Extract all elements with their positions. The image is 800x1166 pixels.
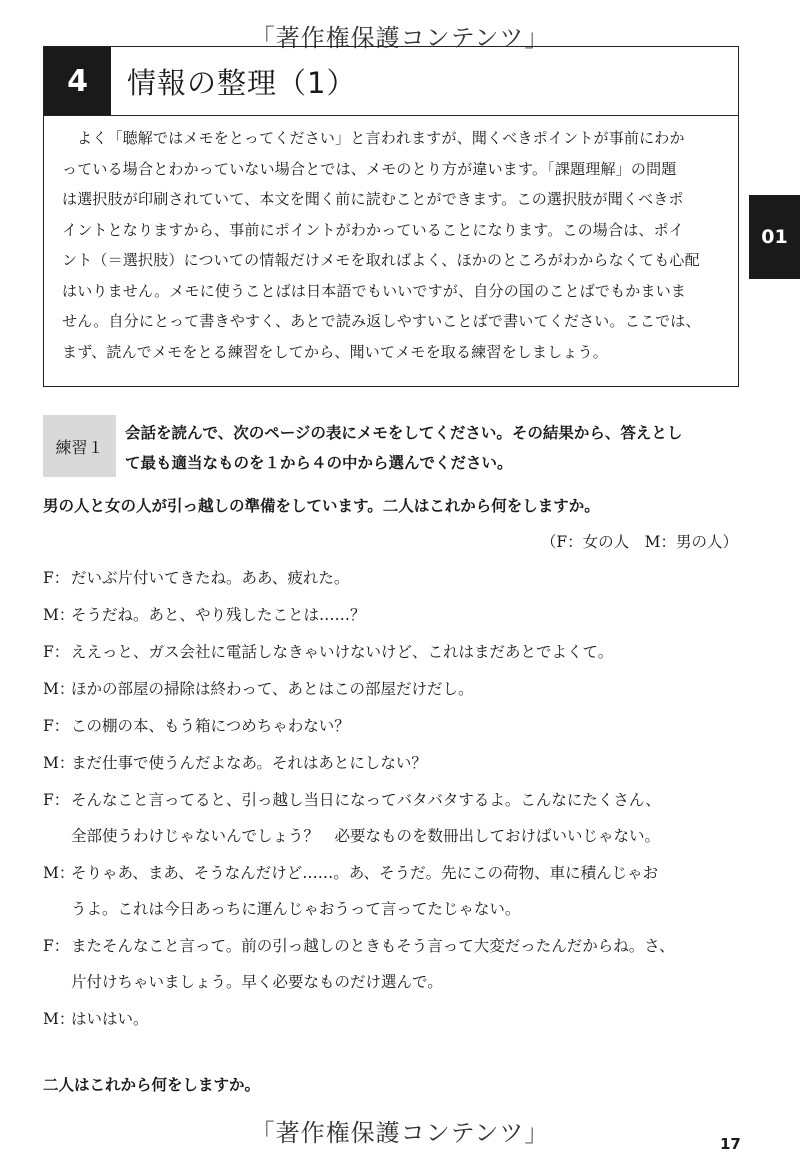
utterance-continuation: 片付けちゃいましょう。早く必要なものだけ選んで。 <box>71 973 443 991</box>
exercise-instructions <box>125 418 745 478</box>
utterance: そんなこと言ってると、引っ越し当日になってバタバタするよ。こんなにたくさん、 <box>71 791 661 809</box>
speaker: M： <box>43 606 75 624</box>
intro-line: はいりません。メモに使うことばは日本語でもいいですが、自分の国のことばでもかまいま <box>62 281 687 300</box>
utterance: だいぶ片付いてきたね。ああ、疲れた。 <box>71 569 350 587</box>
utterance-block <box>71 788 743 848</box>
question: 男の人と女の人が引っ越しの準備をしています。二人はこれから何をしますか。 <box>43 497 600 515</box>
utterance-block <box>71 934 743 994</box>
intro-box <box>43 115 739 387</box>
intro-line: よく「聴解ではメモをとってください」と言われますが、聞くべきポイントが事前にわか <box>77 129 685 147</box>
watermark-top: 「著作権保護コンテンツ」 <box>250 24 550 52</box>
dialogue-line <box>43 751 743 775</box>
speaker: M： <box>43 1010 75 1028</box>
speaker: M： <box>43 864 75 882</box>
utterance-continuation: うよ。これは今日あっちに運んじゃおうって言ってたじゃない。 <box>71 900 521 918</box>
final-question: 二人はこれから何をしますか。 <box>43 1076 261 1094</box>
section-title: 情報の整理（1） <box>127 65 357 100</box>
utterance: そうだね。あと、やり残したことは……？ <box>71 606 366 624</box>
speaker: F： <box>43 643 70 661</box>
utterance-continuation: 全部使うわけじゃないんでしょう？ 必要なものを数冊出しておけばいいじゃない。 <box>71 827 661 845</box>
page-number: 17 <box>720 1135 741 1153</box>
utterance: ほかの部屋の掃除は終わって、あとはこの部屋だけだし。 <box>71 680 474 698</box>
dialogue-line <box>43 566 743 590</box>
intro-line: ント（＝選択肢）についての情報だけメモを取ればよく、ほかのところがわからなくても心配 <box>62 251 700 269</box>
speaker: F： <box>43 569 70 587</box>
utterance: またそんなこと言って。前の引っ越しのときもそう言って大変だったんだからね。さ、 <box>71 937 675 955</box>
dialogue-line <box>43 714 743 738</box>
speaker: M： <box>43 754 75 772</box>
dialogue-line <box>43 640 743 664</box>
utterance-block <box>71 861 743 921</box>
speaker: F： <box>43 791 70 809</box>
utterance: はいはい。 <box>71 1010 149 1028</box>
utterance: ええっと、ガス会社に電話しなきゃいけないけど、これはまだあとでよくて。 <box>71 643 614 661</box>
exercise-label: 練習１ <box>43 415 116 477</box>
utterance: まだ仕事で使うんだよなあ。それはあとにしない？ <box>71 754 427 772</box>
utterance: この棚の本、もう箱につめちゃわない？ <box>71 717 350 735</box>
intro-line: イントとなりますから、事前にポイントがわかっていることになります。この場合は、ポイ <box>62 220 685 239</box>
dialogue <box>43 566 743 1044</box>
watermark-bottom: 「著作権保護コンテンツ」 <box>250 1119 550 1147</box>
utterance: そりゃあ、まあ、そうなんだけど……。あ、そうだ。先にこの荷物、車に積んじゃお <box>71 864 659 882</box>
speaker: M： <box>43 680 75 698</box>
dialogue-line <box>43 603 743 627</box>
speaker: F： <box>43 717 70 735</box>
section-number: 4 <box>44 47 111 115</box>
exercise-line-2: て最も適当なものを１から４の中から選んでください。 <box>125 454 513 472</box>
chapter-tab: 01 <box>749 195 800 279</box>
dialogue-line <box>43 934 743 994</box>
intro-line: っている場合とわかっていない場合とでは、メモのとり方が違います。「課題理解」の問題 <box>62 159 677 178</box>
speaker: F： <box>43 937 70 955</box>
intro-line: せん。自分にとって書きやすく、あとで読み返しやすいことばで書いてください。ここでは、 <box>62 312 701 330</box>
section-heading <box>43 46 739 116</box>
intro-line: は選択肢が印刷されていて、本文を聞く前に読むことができます。この選択肢が聞くべきポ <box>62 190 684 208</box>
dialogue-line <box>43 788 743 848</box>
dialogue-line <box>43 861 743 921</box>
exercise-line-1: 会話を読んで、次のページの表にメモをしてください。その結果から、答えとし <box>125 424 683 442</box>
intro-line: まず、読んでメモをとる練習をしてから、聞いてメモを取る練習をしましょう。 <box>62 342 609 361</box>
dialogue-line <box>43 1007 743 1031</box>
speaker-legend: （F：女の人 M：男の人） <box>540 533 738 551</box>
dialogue-line <box>43 677 743 701</box>
